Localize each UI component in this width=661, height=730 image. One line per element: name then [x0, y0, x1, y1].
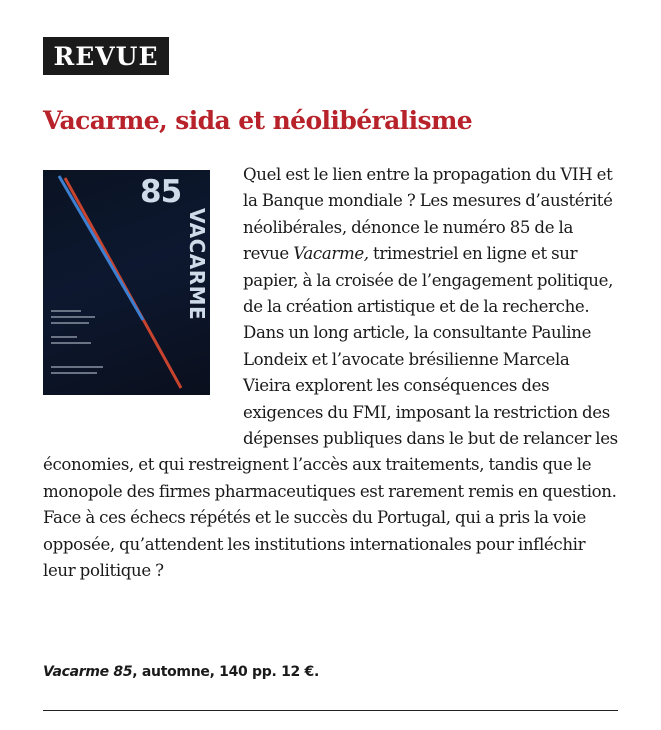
- cover-float-spacer: [43, 162, 243, 436]
- credits-title: Vacarme 85: [43, 664, 133, 680]
- article-text-part1: Quel est le lien entre la propagation du VIH et la Banque mondiale ? Les mesures d’austérité néolibérales, dénonce le numéro 85 de la revue: [243, 165, 613, 264]
- article-body: [43, 162, 618, 585]
- credits-details: , automne, 140 pp. 12 €.: [132, 664, 320, 680]
- publication-credits: [43, 664, 319, 680]
- bottom-divider: [43, 710, 618, 711]
- section-tag: REVUE: [43, 37, 169, 75]
- journal-title: Vacarme,: [293, 244, 369, 264]
- cover-masthead: VACARME: [185, 208, 209, 321]
- article-headline: Vacarme, sida et néolibéralisme: [43, 106, 473, 135]
- article-text-part2: trimestriel en ligne et sur papier, à la croisée de l’engagement politique, de la création artistique et de la recherche. Dans un long article, la consultante Pauline Londeix et l’avocate brésilienne Marcela Vieira explorent les conséquences des exigences du FMI, imposant la restriction des dépenses publiques dans le but de relancer les économies, et qui restreignent l’accès aux traitements, tandis que le monopole des firmes pharmaceutiques est rarement remis en question. Face à ces échecs répétés et le succès du Portugal, qui a pris la voie opposée, qu’attendent les institutions internationales pour infléchir leur politique ?: [43, 244, 618, 581]
- cover-issue-number: 85: [140, 174, 182, 210]
